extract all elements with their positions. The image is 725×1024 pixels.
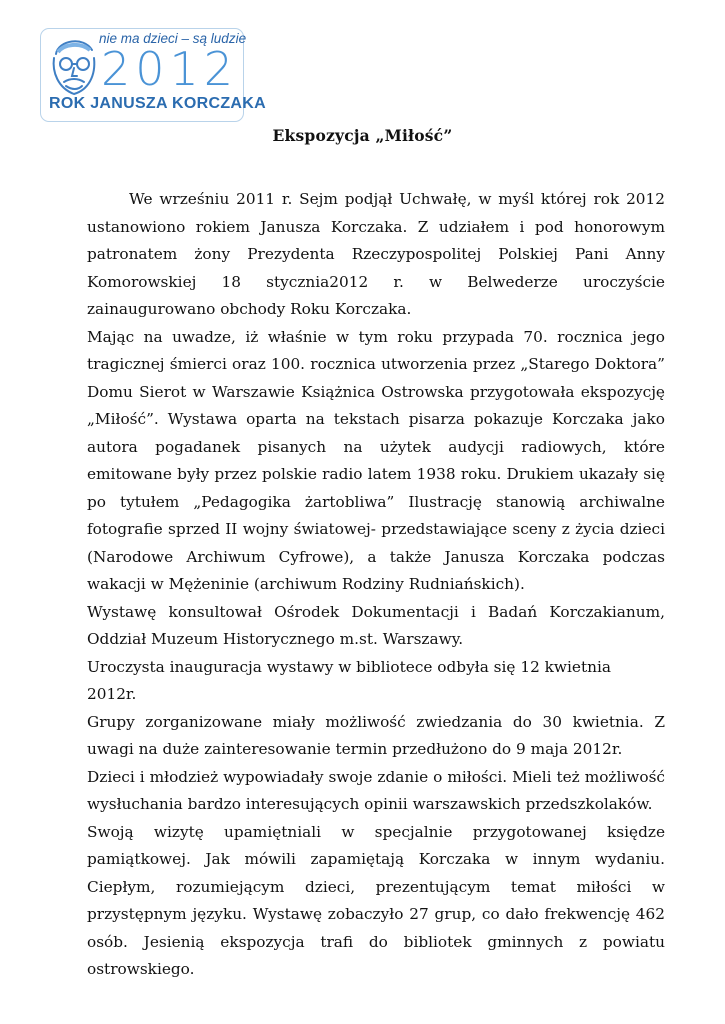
paragraph-groups: Grupy zorganizowane miały możliwość zwiedzania do 30 kwietnia. Z uwagi na duże zainteresowanie termin przedłużono do 9 maja 2012r.: [87, 712, 665, 758]
logo-year: 2012: [101, 42, 239, 96]
paragraph-intro: We wrześniu 2011 r. Sejm podjął Uchwałę, w myśl której rok 2012 ustanowiono rokiem Janusza Korczaka. Z udziałem i pod honorowym patronatem żony Prezydenta Rzeczypospolitej Polskiej Pani Anny Komorowskiej 18 stycznia2012 r. w Belwederze uroczyście zainaugurowano obchody Roku Korczaka.: [87, 190, 665, 318]
paragraph-inauguration: Uroczysta inauguracja wystawy w bibliotece odbyła się 12 kwietnia 2012r.: [87, 657, 611, 703]
paragraph-children: Dzieci i młodzież wypowiadały swoje zdanie o miłości. Mieli też możliwość wysłuchania bardzo interesujących opinii warszawskich przedszkolaków.: [87, 767, 665, 813]
paragraph-guestbook: Swoją wizytę upamiętniali w specjalnie przygotowanej księdze pamiątkowej. Jak mówili zapamiętają Korczaka w innym wydaniu. Ciepłym, rozumiejącym dzieci, prezentującym temat miłości w przystępnym języku. Wystawę zobaczyło 27 grup, co dało frekwencję 462 osób. Jesienią ekspozycja trafi do bibliotek gminnych z powiatu ostrowskiego.: [87, 822, 665, 978]
paragraph-exhibition: Mając na uwadze, iż właśnie w tym roku przypada 70. rocznica jego tragicznej śmierci oraz 100. rocznica utworzenia przez „Starego Doktora” Domu Sierot w Warszawie Książnica Ostrowska przygotowała ekspozycję „Miłość”. Wystawa oparta na tekstach pisarza pokazuje Korczaka jako autora pogadanek pisanych na użytek audycji radiowych, które emitowane były przez polskie radio latem 1938 roku. Drukiem ukazały się po tytułem „Pedagogika żartobliwa” Ilustrację stanowią archiwalne fotografie sprzed II wojny światowej- przedstawiające sceny z życia dzieci (Narodowe Archiwum Cyfrowe), a także Janusza Korczaka podczas wakacji w Mężeninie (archiwum Rodziny Rudniańskich).: [87, 327, 665, 593]
logo-caption: ROK JANUSZA KORCZAKA: [49, 95, 266, 112]
logo-tagline: nie ma dzieci – są ludzie: [99, 31, 247, 46]
logo: [40, 28, 266, 122]
korczak-portrait-icon: [44, 32, 104, 98]
paragraph-consultation: Wystawę konsultował Ośrodek Dokumentacji i Badań Korczakianum, Oddział Muzeum Historycznego m.st. Warszawy.: [87, 602, 665, 648]
document-body: [87, 186, 665, 984]
document-title: Ekspozycja „Miłość”: [272, 126, 453, 145]
